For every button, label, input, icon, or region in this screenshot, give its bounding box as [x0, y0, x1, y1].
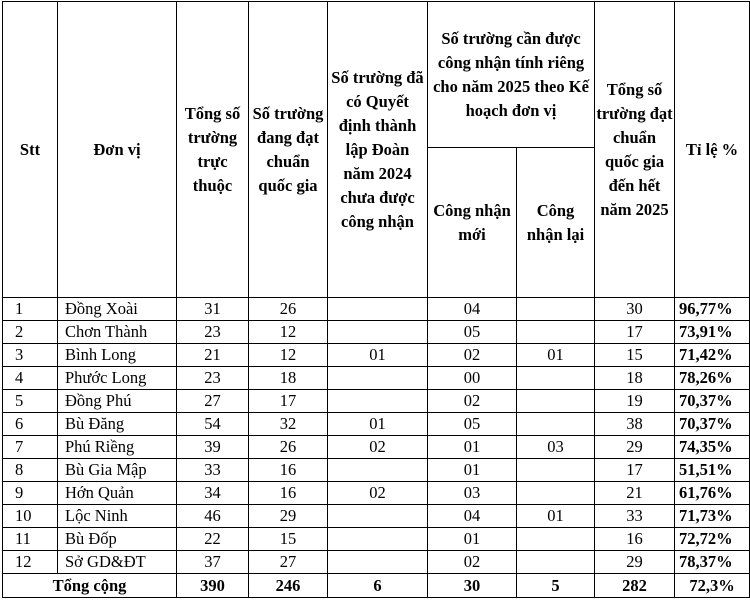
new-recognition-cell: 04 — [428, 298, 517, 321]
table-row — [3, 390, 750, 413]
meeting-standard-cell: 32 — [249, 413, 328, 436]
established-cell: 01 — [328, 344, 428, 367]
re-recognition-cell — [517, 551, 595, 574]
unit-cell: Phước Long — [58, 367, 177, 390]
total-by-2025-cell: 15 — [595, 344, 675, 367]
new-recognition-cell: 02 — [428, 344, 517, 367]
unit-cell: Bù Gia Mập — [58, 459, 177, 482]
header-re-recognition: Công nhận lại — [517, 148, 595, 298]
established-cell — [328, 505, 428, 528]
ratio-cell: 70,37% — [675, 413, 750, 436]
header-unit: Đơn vị — [58, 2, 177, 298]
total-row — [3, 574, 750, 598]
established-cell: 02 — [328, 482, 428, 505]
ratio-total: 72,3% — [675, 574, 750, 598]
header-meeting-standard: Số trường đang đạt chuẩn quốc gia — [249, 2, 328, 298]
new-recognition-cell: 02 — [428, 390, 517, 413]
header-new-recognition: Công nhận mới — [428, 148, 517, 298]
meeting-standard-cell: 12 — [249, 344, 328, 367]
re-recognition-cell — [517, 482, 595, 505]
header-planned-2025: Số trường cần được công nhận tính riêng cho năm 2025 theo Kế hoạch đơn vị — [428, 2, 595, 148]
new-recognition-cell: 05 — [428, 413, 517, 436]
table-row — [3, 505, 750, 528]
header-ratio: Tỉ lệ % — [675, 2, 750, 298]
stt-cell: 5 — [3, 390, 58, 413]
ratio-cell: 71,73% — [675, 505, 750, 528]
total-by-2025-cell: 29 — [595, 551, 675, 574]
re-recognition-cell: 03 — [517, 436, 595, 459]
established-sum: 6 — [328, 574, 428, 598]
total-schools-cell: 54 — [177, 413, 249, 436]
unit-cell: Phú Riềng — [58, 436, 177, 459]
new-recognition-cell: 03 — [428, 482, 517, 505]
table-row — [3, 482, 750, 505]
stt-cell: 7 — [3, 436, 58, 459]
stt-cell: 12 — [3, 551, 58, 574]
new-recognition-cell: 01 — [428, 528, 517, 551]
total-schools-cell: 39 — [177, 436, 249, 459]
school-standard-table — [2, 1, 750, 598]
total-by-2025-cell: 17 — [595, 321, 675, 344]
established-cell — [328, 459, 428, 482]
total-by-2025-cell: 21 — [595, 482, 675, 505]
unit-cell: Bù Đốp — [58, 528, 177, 551]
meeting-standard-cell: 29 — [249, 505, 328, 528]
table-row — [3, 321, 750, 344]
total-schools-cell: 31 — [177, 298, 249, 321]
unit-cell: Bù Đăng — [58, 413, 177, 436]
ratio-cell: 74,35% — [675, 436, 750, 459]
header-total-schools: Tổng số trường trực thuộc — [177, 2, 249, 298]
re-recognition-cell — [517, 459, 595, 482]
new-recognition-cell: 01 — [428, 459, 517, 482]
stt-cell: 1 — [3, 298, 58, 321]
stt-cell: 3 — [3, 344, 58, 367]
re-recognition-cell — [517, 390, 595, 413]
total-schools-sum: 390 — [177, 574, 249, 598]
new-recognition-cell: 02 — [428, 551, 517, 574]
established-cell: 01 — [328, 413, 428, 436]
meeting-standard-cell: 16 — [249, 459, 328, 482]
table-row — [3, 367, 750, 390]
established-cell — [328, 551, 428, 574]
re-recognition-cell — [517, 528, 595, 551]
header-total-by-2025: Tổng số trường đạt chuẩn quốc gia đến hết năm 2025 — [595, 2, 675, 298]
total-schools-cell: 37 — [177, 551, 249, 574]
unit-cell: Chơn Thành — [58, 321, 177, 344]
meeting-standard-cell: 26 — [249, 436, 328, 459]
total-schools-cell: 46 — [177, 505, 249, 528]
total-by-2025-cell: 16 — [595, 528, 675, 551]
total-by-2025-cell: 33 — [595, 505, 675, 528]
ratio-cell: 71,42% — [675, 344, 750, 367]
unit-cell: Sở GD&ĐT — [58, 551, 177, 574]
unit-cell: Đồng Xoài — [58, 298, 177, 321]
total-schools-cell: 23 — [177, 367, 249, 390]
re-recognition-cell — [517, 413, 595, 436]
ratio-cell: 73,91% — [675, 321, 750, 344]
meeting-standard-sum: 246 — [249, 574, 328, 598]
re-recognition-sum: 5 — [517, 574, 595, 598]
established-cell — [328, 528, 428, 551]
ratio-cell: 96,77% — [675, 298, 750, 321]
re-recognition-cell: 01 — [517, 344, 595, 367]
table-row — [3, 459, 750, 482]
new-recognition-cell: 04 — [428, 505, 517, 528]
established-cell — [328, 321, 428, 344]
new-recognition-cell: 00 — [428, 367, 517, 390]
stt-cell: 11 — [3, 528, 58, 551]
re-recognition-cell: 01 — [517, 505, 595, 528]
ratio-cell: 78,37% — [675, 551, 750, 574]
re-recognition-cell — [517, 298, 595, 321]
total-schools-cell: 21 — [177, 344, 249, 367]
meeting-standard-cell: 15 — [249, 528, 328, 551]
ratio-cell: 70,37% — [675, 390, 750, 413]
table-row — [3, 436, 750, 459]
table-row — [3, 551, 750, 574]
re-recognition-cell — [517, 321, 595, 344]
total-label: Tổng cộng — [3, 574, 177, 598]
unit-cell: Bình Long — [58, 344, 177, 367]
table-row — [3, 528, 750, 551]
total-schools-cell: 23 — [177, 321, 249, 344]
header-established-2024: Số trường đã có Quyết định thành lập Đoàn năm 2024 chưa được công nhận — [328, 2, 428, 298]
unit-cell: Đồng Phú — [58, 390, 177, 413]
ratio-cell: 61,76% — [675, 482, 750, 505]
total-schools-cell: 33 — [177, 459, 249, 482]
total-by-2025-sum: 282 — [595, 574, 675, 598]
ratio-cell: 72,72% — [675, 528, 750, 551]
stt-cell: 6 — [3, 413, 58, 436]
new-recognition-cell: 05 — [428, 321, 517, 344]
meeting-standard-cell: 18 — [249, 367, 328, 390]
established-cell — [328, 298, 428, 321]
established-cell — [328, 390, 428, 413]
ratio-cell: 78,26% — [675, 367, 750, 390]
new-recognition-sum: 30 — [428, 574, 517, 598]
unit-cell: Lộc Ninh — [58, 505, 177, 528]
table-row — [3, 298, 750, 321]
meeting-standard-cell: 27 — [249, 551, 328, 574]
new-recognition-cell: 01 — [428, 436, 517, 459]
header-stt: Stt — [3, 2, 58, 298]
total-schools-cell: 22 — [177, 528, 249, 551]
table-row — [3, 344, 750, 367]
table-row — [3, 413, 750, 436]
total-by-2025-cell: 18 — [595, 367, 675, 390]
table-body — [3, 298, 750, 574]
established-cell — [328, 367, 428, 390]
meeting-standard-cell: 12 — [249, 321, 328, 344]
total-by-2025-cell: 29 — [595, 436, 675, 459]
stt-cell: 10 — [3, 505, 58, 528]
total-by-2025-cell: 17 — [595, 459, 675, 482]
meeting-standard-cell: 17 — [249, 390, 328, 413]
stt-cell: 8 — [3, 459, 58, 482]
total-schools-cell: 34 — [177, 482, 249, 505]
total-by-2025-cell: 30 — [595, 298, 675, 321]
total-by-2025-cell: 19 — [595, 390, 675, 413]
stt-cell: 4 — [3, 367, 58, 390]
unit-cell: Hớn Quản — [58, 482, 177, 505]
stt-cell: 9 — [3, 482, 58, 505]
re-recognition-cell — [517, 367, 595, 390]
total-schools-cell: 27 — [177, 390, 249, 413]
meeting-standard-cell: 26 — [249, 298, 328, 321]
stt-cell: 2 — [3, 321, 58, 344]
ratio-cell: 51,51% — [675, 459, 750, 482]
total-by-2025-cell: 38 — [595, 413, 675, 436]
meeting-standard-cell: 16 — [249, 482, 328, 505]
established-cell: 02 — [328, 436, 428, 459]
